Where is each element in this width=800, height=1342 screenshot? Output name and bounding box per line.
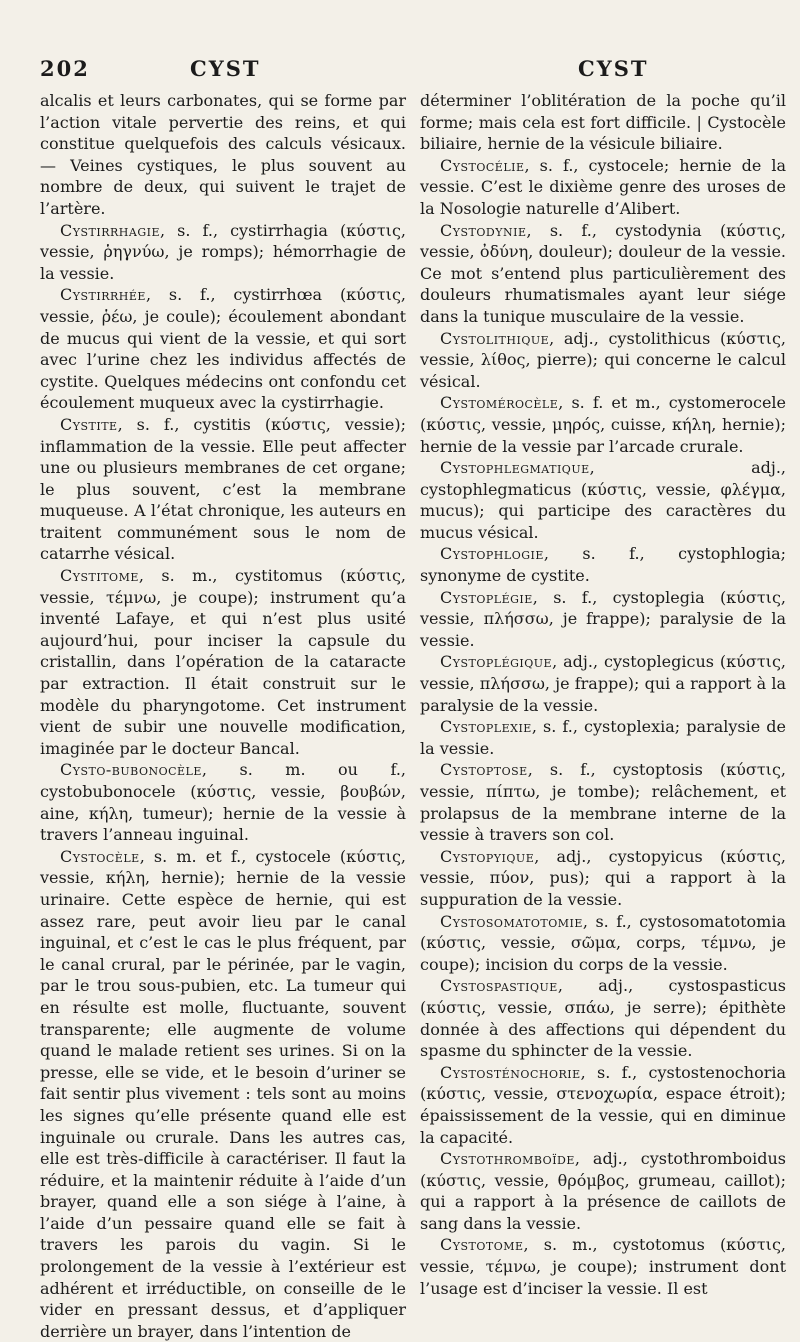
entry-headword: Cysto-bubonocèle (60, 760, 202, 780)
entry-definition: déterminer l’oblitération de la poche qu’il forme; mais cela est fort difficile. | Cystocèle biliaire, hernie de la vésicule biliaire. (420, 91, 786, 154)
entry-headword: Cystophlegmatique (440, 458, 590, 478)
dictionary-entry (420, 911, 786, 976)
entry-definition: , s. f., cystoplegia (κύστις, vessie, πλήσσω, je frappe); paralysie de la vessie. (420, 587, 786, 650)
entry-definition: , adj., cystothromboidus (κύστις, vessie, θρόμβος, grumeau, caillot); qui a rapport à la présence de caillots de sang dans la vessie. (420, 1149, 786, 1233)
entry-headword: Cystitome (60, 566, 139, 586)
dictionary-entry (420, 716, 786, 759)
entry-headword: Cystomérocèle (440, 393, 559, 413)
entry-definition: , s. f., cystocele; hernie de la vessie. C’est le dixième genre des uroses de la Nosologie naturelle d’Alibert. (420, 155, 786, 218)
dictionary-entry (420, 1148, 786, 1234)
entry-headword: Cystoplégique (440, 652, 553, 672)
entry-definition: , s. f. et m., cystomerocele (κύστις, vessie, μηρός, cuisse, κήλη, hernie); hernie de la vessie par l’arcade crurale. (420, 393, 786, 456)
running-head-right: CYST (578, 56, 649, 81)
entry-headword: Cystocélie (440, 155, 525, 175)
entry-headword: Cystirrhagie (60, 220, 160, 240)
entry-definition: , s. f., cystoptosis (κύστις, vessie, πίπτω, je tombe); relâchement, et prolapsus de la membrane interne de la vessie à travers son col. (420, 760, 786, 845)
dictionary-entry (420, 1234, 786, 1299)
entry-definition: alcalis et leurs carbonates, qui se forme par l’action vitale pervertie des reins, et qui constitue quelquefois des calculs vésicaux. — Veines cystiques, le plus souvent au nombre de deux, qui suivent le trajet de l’artère. (40, 91, 406, 218)
entry-definition: , adj., cystophlegmaticus (κύστις, vessie, φλέγμα, mucus); qui participe des caractères du mucus vésical. (420, 458, 786, 542)
dictionary-entry (420, 1062, 786, 1148)
entry-definition: , adj., cystospasticus (κύστις, vessie, σπάω, je serre); épithète donnée à des affections qui dépendent du spasme du sphincter de la vessie. (420, 976, 786, 1061)
dictionary-entry (40, 565, 406, 759)
entry-definition: , s. f., cystophlogia; synonyme de cystite. (420, 544, 786, 586)
page-number: 202 (40, 56, 90, 81)
entry-definition: , s. m., cystitomus (κύστις, vessie, τέμνω, je coupe); instrument qu’a inventé Lafaye, et qui n’est plus usité aujourd’hui, pour inciser la capsule du cristallin, dans l’opération de la cataracte par extraction. Il était construit sur le modèle du pharyngotome. Cet instrument vient de subir une nouvelle modification, imaginée par le docteur Bancal. (40, 566, 406, 758)
entry-definition: , s. f., cystostenochoria (κύστις, vessie, στενοχωρία, espace étroit); épaississement de la vessie, qui en diminue la capacité. (420, 1062, 786, 1147)
entry-headword: Cystolithique (440, 328, 550, 348)
entry-definition: , adj., cystopyicus (κύστις, vessie, πύον, pus); qui a rapport à la suppuration de la vessie. (420, 846, 786, 909)
entry-headword: Cystosténochorie (440, 1062, 581, 1082)
entry-headword: Cystothromboïde (440, 1149, 575, 1169)
entry-headword: Cystoplégie (440, 587, 533, 607)
running-head-left: CYST (190, 56, 261, 81)
dictionary-entry (420, 155, 786, 220)
entry-headword: Cystodynie (440, 220, 527, 240)
dictionary-entry (40, 90, 406, 220)
entry-definition: , s. f., cystosomatotomia (κύστις, vessie, σῶμα, corps, τέμνω, je coupe); incision du corps de la vessie. (420, 911, 786, 974)
dictionary-entry (420, 651, 786, 716)
dictionary-entry (420, 90, 786, 155)
dictionary-entry (40, 284, 406, 414)
right-column (420, 90, 786, 1320)
entry-definition: , s. m. et f., cystocele (κύστις, vessie, κήλη, hernie); hernie de la vessie urinaire. Cette espèce de hernie, qui est assez rare, peut avoir lieu par le canal inguinal, et c’est le cas le plus fréquent, par le canal crural, par le périnée, par le vagin, par le trou sous-pubien, etc. La tumeur qui en résulte est molle, fluctuante, souvent transparente; elle augmente de volume quand le malade retient ses urines. Si on la presse, elle se vide, et le besoin d’uriner se fait sentir plus vivement : tels sont au moins les signes qu’elle présente quand elle est inguinale ou crurale. Dans les autres cas, elle est très-difficile à caractériser. Il faut la réduire, et la maintenir réduite à l’aide d’un brayer, quand elle a son siége à l’aine, à l’aide d’un pessaire quand elle se fait à travers les parois du vagin. Si le prolongement de la vessie à l’extérieur est adhérent et irréductible, on conseille de le vider en pressant dessus, et d’appliquer derrière un brayer, dans l’intention de (40, 846, 406, 1341)
dictionary-entry (420, 975, 786, 1061)
dictionary-entry (40, 414, 406, 565)
entry-definition: , s. f., cystodynia (κύστις, vessie, ὀδύνη, douleur); douleur de la vessie. Ce mot s’entend plus particulièrement des douleurs rhumatismales ayant leur siége dans la tunique musculaire de la vessie. (420, 220, 786, 326)
entry-definition: , s. f., cystitis (κύστις, vessie); inflammation de la vessie. Elle peut affecter une ou plusieurs membranes de cet organe; le plus souvent, c’est la membrane muqueuse. A l’état chronique, les auteurs en traitent communément sous le nom de catarrhe vésical. (40, 414, 406, 564)
dictionary-entry (420, 220, 786, 328)
dictionary-entry (420, 457, 786, 543)
dictionary-entry (40, 846, 406, 1342)
entry-headword: Cystoptose (440, 760, 528, 780)
dictionary-entry (40, 220, 406, 285)
entry-definition: , s. f., cystirrhagia (κύστις, vessie, ῥηγνύω, je romps); hémorrhagie de la vessie. (40, 220, 406, 283)
entry-headword: Cystoplexie (440, 717, 532, 737)
entry-headword: Cystirrhée (60, 285, 146, 305)
dictionary-entry (420, 846, 786, 911)
entry-headword: Cystite (60, 414, 118, 434)
entry-headword: Cystospastique (440, 976, 558, 996)
entry-definition: , s. f., cystoplexia; paralysie de la vessie. (420, 717, 786, 758)
left-column (40, 90, 406, 1341)
entry-definition: , s. m., cystotomus (κύστις, vessie, τέμνω, je coupe); instrument dont l’usage est d’inciser la vessie. Il est (420, 1235, 786, 1298)
entry-headword: Cystocèle (60, 846, 140, 866)
dictionary-entry (420, 392, 786, 457)
dictionary-entry (420, 759, 786, 845)
entry-headword: Cystotome (440, 1235, 524, 1255)
entry-headword: Cystosomatotomie (440, 911, 583, 931)
text-columns (40, 90, 786, 1341)
entry-definition: , s. f., cystirrhœa (κύστις, vessie, ῥέω, je coule); écoulement abondant de mucus qui vient de la vessie, et qui sort avec l’urine chez les individus affectés de cystite. Quelques médecins ont confondu cet écoulement muqueux avec la cystirrhagie. (40, 285, 406, 413)
dictionary-entry (420, 328, 786, 393)
entry-definition: , adj., cystoplegicus (κύστις, vessie, πλήσσω, je frappe); qui a rapport à la paralysie de la vessie. (420, 652, 786, 715)
entry-definition: , adj., cystolithicus (κύστις, vessie, λίθος, pierre); qui concerne le calcul vésical. (420, 328, 786, 391)
dictionary-entry (420, 543, 786, 586)
dictionary-entry (420, 587, 786, 652)
entry-headword: Cystopyique (440, 846, 535, 866)
dictionary-entry (40, 759, 406, 845)
entry-definition: , s. m. ou f., cystobubonocele (κύστις, vessie, βουβών, aine, κήλη, tumeur); hernie de la vessie à travers l’anneau inguinal. (40, 760, 406, 845)
entry-headword: Cystophlogie (440, 544, 544, 564)
